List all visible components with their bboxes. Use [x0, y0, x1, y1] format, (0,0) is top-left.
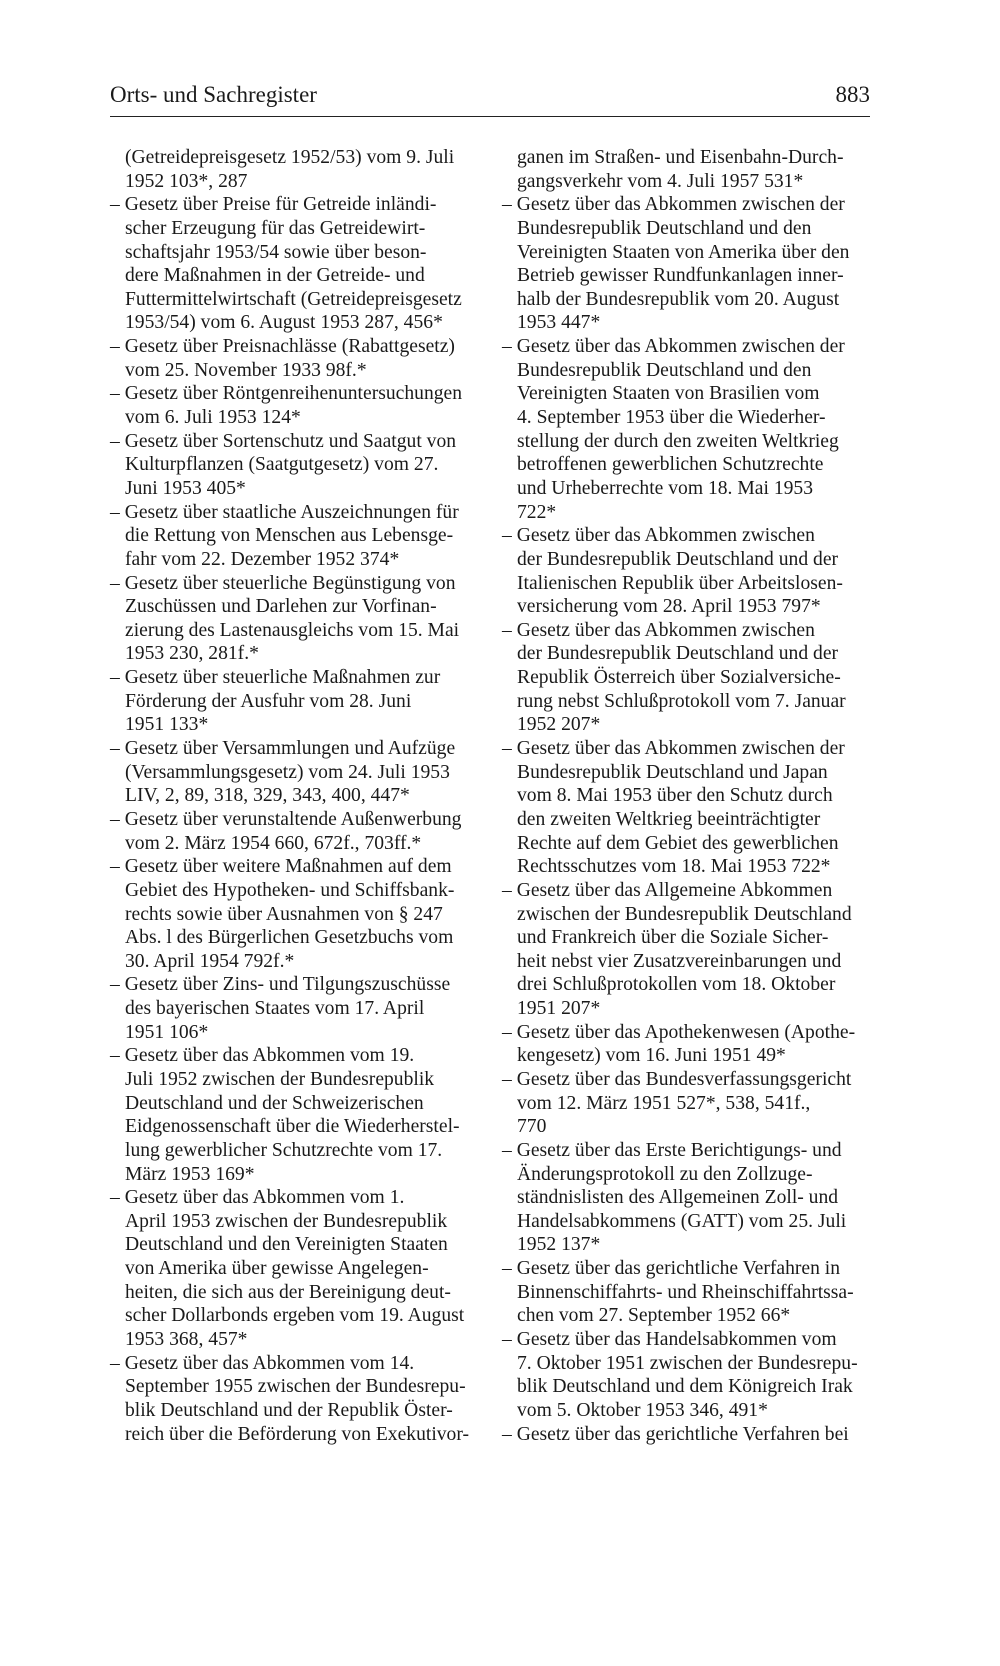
index-line: Gebiet des Hypotheken- und Schiffsbank- — [125, 879, 455, 901]
index-line: – Gesetz über das Abkommen vom 14. — [110, 1352, 415, 1374]
index-line: 1953 447* — [517, 312, 601, 334]
index-line: chen vom 27. September 1952 66* — [517, 1305, 791, 1327]
index-line: (Getreidepreisgesetz 1952/53) vom 9. Juli — [125, 147, 455, 168]
index-line: fahr vom 22. Dezember 1952 374* — [125, 548, 400, 570]
index-line: Republik Österreich über Sozialversiche- — [517, 667, 841, 689]
index-line: – Gesetz über steuerliche Maßnahmen zur — [110, 667, 441, 689]
index-line: Förderung der Ausfuhr vom 28. Juni — [125, 690, 412, 712]
index-line: LIV, 2, 89, 318, 329, 343, 400, 447* — [125, 785, 410, 807]
index-line: die Rettung von Menschen aus Lebensge- — [125, 525, 454, 547]
index-line: – Gesetz über das Abkommen zwischen — [502, 619, 815, 641]
index-line: – Gesetz über das Abkommen vom 1. — [110, 1187, 405, 1209]
index-line: blik Deutschland und dem Königreich Irak — [517, 1376, 853, 1398]
index-line: halb der Bundesrepublik vom 20. August — [517, 288, 840, 310]
index-line: lung gewerblicher Schutzrechte vom 17. — [125, 1139, 443, 1161]
index-line: Juli 1952 zwischen der Bundesrepublik — [125, 1068, 435, 1090]
index-line: – Gesetz über das Abkommen zwischen der — [502, 194, 845, 216]
index-line: – Gesetz über das Apothekenwesen (Apothe- — [502, 1021, 856, 1043]
index-line: Bundesrepublik Deutschland und den — [517, 359, 812, 381]
index-line: der Bundesrepublik Deutschland und der — [517, 643, 839, 665]
index-line: Handelsabkommens (GATT) vom 25. Juli — [517, 1210, 847, 1232]
index-line: vom 25. November 1933 98f.* — [125, 359, 367, 381]
index-line: September 1955 zwischen der Bundesrepu- — [125, 1376, 466, 1398]
index-line: – Gesetz über das Allgemeine Abkommen — [502, 879, 833, 901]
index-line: Änderungsprotokoll zu den Zollzuge- — [517, 1163, 813, 1185]
index-line: heiten, die sich aus der Bereinigung deut- — [125, 1281, 451, 1303]
index-line: gangsverkehr vom 4. Juli 1957 531* — [517, 170, 804, 192]
index-line: und Frankreich über die Soziale Sicher- — [517, 927, 829, 949]
index-line: Bundesrepublik Deutschland und Japan — [517, 761, 828, 783]
index-line: heit nebst vier Zusatzvereinbarungen und — [517, 950, 842, 972]
index-line: Kulturpflanzen (Saatgutgesetz) vom 27. — [125, 454, 439, 476]
index-line: 1951 133* — [125, 714, 209, 736]
index-line: – Gesetz über Preise für Getreide inländi- — [110, 194, 437, 216]
index-line: Juni 1953 405* — [125, 477, 246, 499]
index-line: April 1953 zwischen der Bundesrepublik — [125, 1210, 448, 1232]
page-number: 883 — [835, 82, 870, 107]
right-column — [502, 146, 858, 1446]
index-line: Binnenschiffahrts- und Rheinschiffahrtssa- — [517, 1281, 854, 1303]
index-line: – Gesetz über Röntgenreihenuntersuchungen — [110, 383, 463, 405]
index-line: Deutschland und den Vereinigten Staaten — [125, 1234, 448, 1256]
index-line: 1951 106* — [125, 1021, 209, 1043]
index-line: vom 8. Mai 1953 über den Schutz durch — [517, 785, 833, 807]
index-line: – Gesetz über das Erste Berichtigungs- und — [502, 1139, 842, 1161]
index-line: – Gesetz über das gerichtliche Verfahren in — [502, 1258, 841, 1280]
left-column — [110, 146, 470, 1446]
index-line: von Amerika über gewisse Angelegen- — [125, 1258, 429, 1280]
index-line: 1952 207* — [517, 714, 601, 736]
index-line: 1952 137* — [517, 1234, 601, 1256]
index-line: Vereinigten Staaten von Brasilien vom — [517, 383, 820, 405]
index-line: Bundesrepublik Deutschland und den — [517, 217, 812, 239]
index-line: ständnislisten des Allgemeinen Zoll- und — [517, 1187, 839, 1209]
index-line: – Gesetz über Versammlungen und Aufzüge — [110, 738, 456, 760]
index-line: Italienischen Republik über Arbeitslosen- — [517, 572, 843, 594]
index-line: Betrieb gewisser Rundfunkanlagen inner- — [517, 265, 844, 287]
index-line: Futtermittelwirtschaft (Getreidepreisgesetz — [125, 288, 462, 310]
index-line: – Gesetz über das Abkommen zwischen der — [502, 336, 845, 358]
index-line: vom 12. März 1951 527*, 538, 541f., — [517, 1092, 811, 1114]
index-line: kengesetz) vom 16. Juni 1951 49* — [517, 1045, 786, 1067]
index-line: – Gesetz über das Abkommen zwischen — [502, 525, 815, 547]
index-line: 722* — [517, 501, 557, 523]
index-line: scher Erzeugung für das Getreidewirt- — [125, 217, 426, 239]
index-line: – Gesetz über weitere Maßnahmen auf dem — [110, 856, 452, 878]
index-line: blik Deutschland und der Republik Öster- — [125, 1399, 453, 1421]
index-line: 7. Oktober 1951 zwischen der Bundesrepu- — [517, 1352, 858, 1374]
index-line: 30. April 1954 792f.* — [125, 950, 295, 972]
index-line: drei Schlußprotokollen vom 18. Oktober — [517, 974, 836, 996]
index-line: – Gesetz über steuerliche Begünstigung von — [110, 572, 456, 594]
index-line: Deutschland und der Schweizerischen — [125, 1092, 424, 1114]
index-line: – Gesetz über staatliche Auszeichnungen für — [110, 501, 459, 523]
index-line: des bayerischen Staates vom 17. April — [125, 998, 425, 1020]
index-line: Rechtsschutzes vom 18. Mai 1953 722* — [517, 856, 831, 878]
index-line: – Gesetz über das Abkommen vom 19. — [110, 1045, 415, 1067]
running-header — [110, 82, 870, 117]
index-line: 770 — [517, 1116, 547, 1138]
index-line: vom 2. März 1954 660, 672f., 703ff.* — [125, 832, 422, 854]
index-line: stellung der durch den zweiten Weltkrieg — [517, 430, 839, 452]
index-line: Zuschüssen und Darlehen zur Vorfinan- — [125, 596, 437, 618]
index-line: 1953 230, 281f.* — [125, 643, 259, 665]
index-line: – Gesetz über verunstaltende Außenwerbung — [110, 808, 462, 830]
index-line: – Gesetz über das Handelsabkommen vom — [502, 1329, 837, 1351]
index-line: Vereinigten Staaten von Amerika über den — [517, 241, 850, 263]
index-line: zierung des Lastenausgleichs vom 15. Mai — [125, 619, 460, 641]
index-line: und Urheberrechte vom 18. Mai 1953 — [517, 477, 814, 499]
index-line: 4. September 1953 über die Wiederher- — [517, 407, 826, 429]
index-line: zwischen der Bundesrepublik Deutschland — [517, 903, 852, 925]
index-line: – Gesetz über das Bundesverfassungsgericht — [502, 1068, 852, 1090]
index-line: versicherung vom 28. April 1953 797* — [517, 596, 821, 618]
index-line: reich über die Beförderung von Exekutivor- — [125, 1423, 470, 1445]
index-line: den zweiten Weltkrieg beeinträchtigter — [517, 808, 821, 830]
index-line: rung nebst Schlußprotokoll vom 7. Januar — [517, 690, 846, 712]
index-line: – Gesetz über das gerichtliche Verfahren bei — [502, 1423, 849, 1445]
index-line: Abs. l des Bürgerlichen Gesetzbuchs vom — [125, 927, 454, 949]
header-title: Orts- und Sachregister — [110, 82, 317, 107]
index-line: scher Dollarbonds ergeben vom 19. August — [125, 1305, 465, 1327]
index-line: – Gesetz über das Abkommen zwischen der — [502, 738, 845, 760]
index-line: 1953/54) vom 6. August 1953 287, 456* — [125, 312, 443, 334]
index-line: ganen im Straßen- und Eisenbahn-Durch- — [517, 147, 844, 168]
index-line: dere Maßnahmen in der Getreide- und — [125, 265, 425, 287]
index-line: – Gesetz über Sortenschutz und Saatgut von — [110, 430, 457, 452]
index-line: rechts sowie über Ausnahmen von § 247 — [125, 903, 443, 925]
index-line: vom 6. Juli 1953 124* — [125, 407, 301, 429]
index-line: 1953 368, 457* — [125, 1329, 248, 1351]
index-line: (Versammlungsgesetz) vom 24. Juli 1953 — [125, 761, 450, 783]
index-line: der Bundesrepublik Deutschland und der — [517, 548, 839, 570]
index-line: betroffenen gewerblichen Schutzrechte — [517, 454, 824, 476]
index-line: Eidgenossenschaft über die Wiederherstel- — [125, 1116, 460, 1138]
index-line: schaftsjahr 1953/54 sowie über beson- — [125, 241, 427, 263]
index-line: 1952 103*, 287 — [125, 170, 248, 192]
index-line: März 1953 169* — [125, 1163, 255, 1185]
index-line: vom 5. Oktober 1953 346, 491* — [517, 1399, 768, 1421]
index-line: 1951 207* — [517, 998, 601, 1020]
index-line: – Gesetz über Zins- und Tilgungszuschüsse — [110, 974, 451, 996]
index-line: Rechte auf dem Gebiet des gewerblichen — [517, 832, 839, 854]
index-line: – Gesetz über Preisnachlässe (Rabattgesetz) — [110, 336, 455, 358]
